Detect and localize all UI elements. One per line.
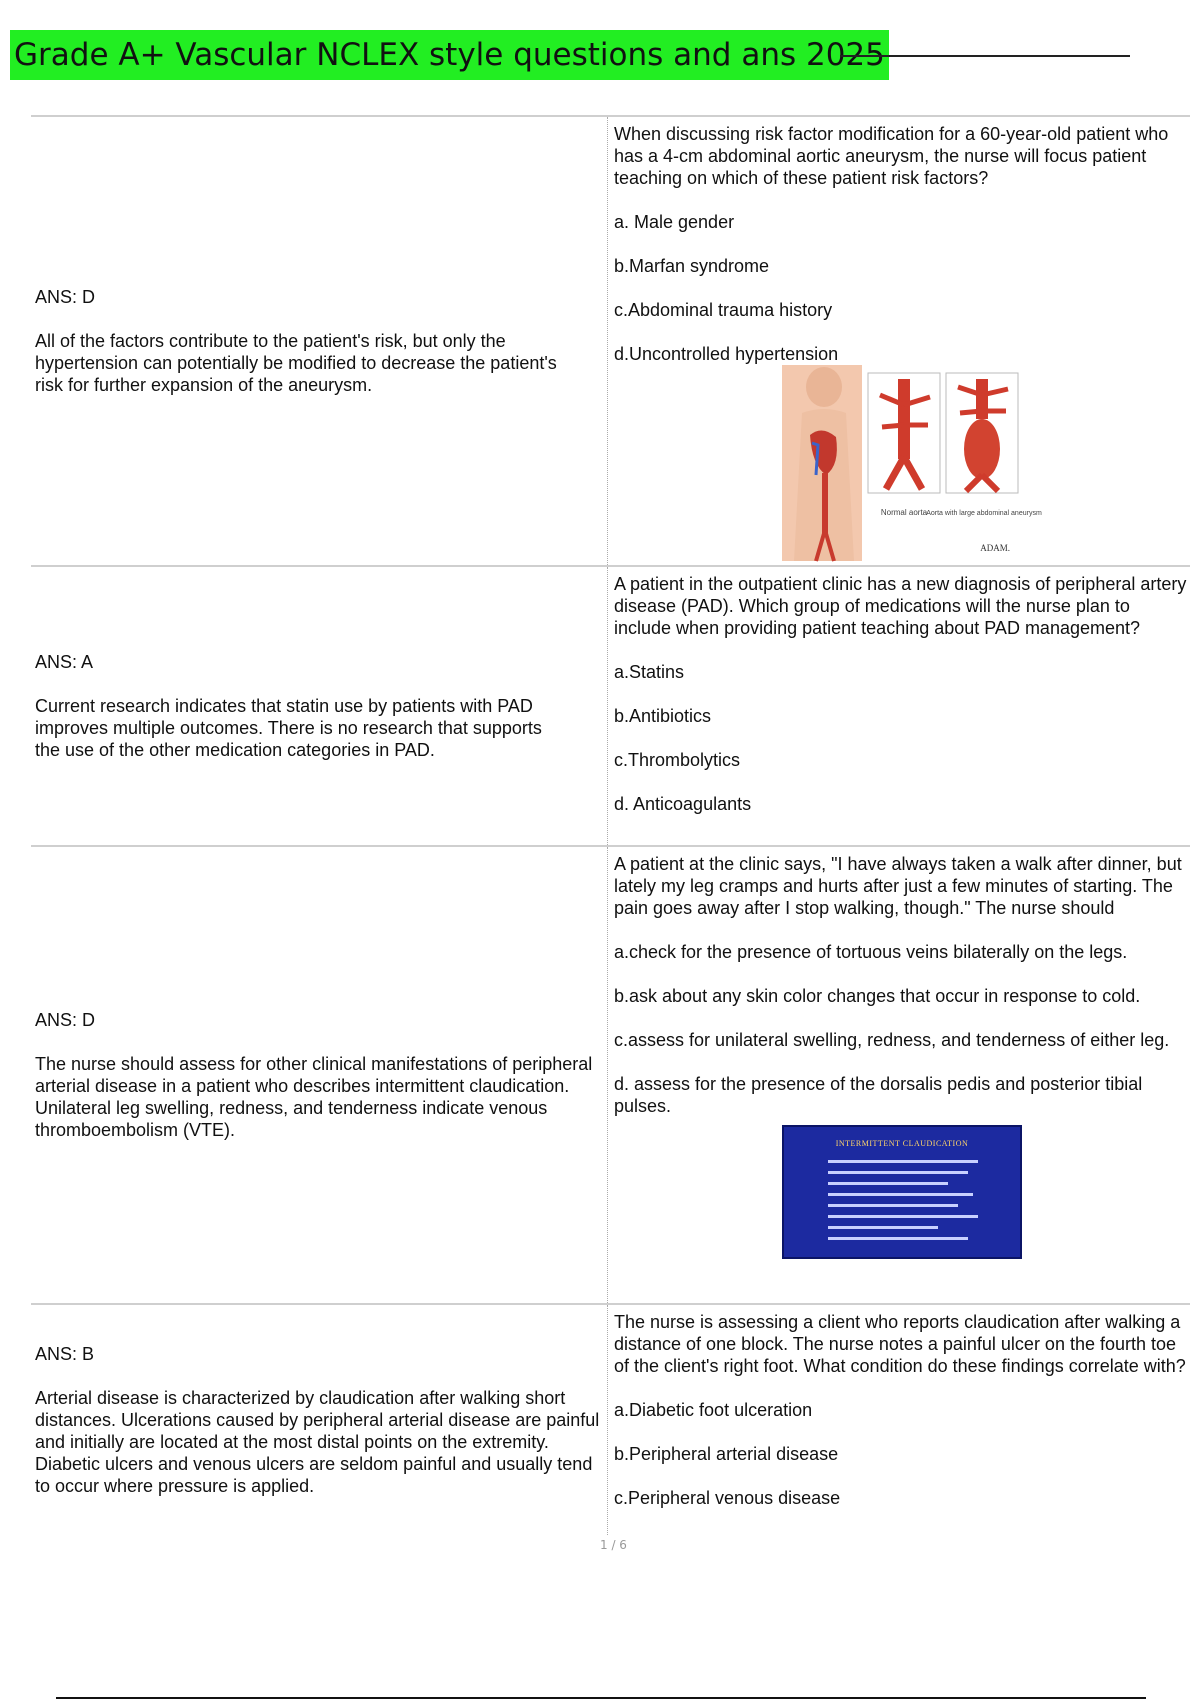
question-text: A patient at the clinic says, "I have always taken a walk after dinner, but lately my leg cramps and hurts after just a few minutes of starting. The pain goes away after I stop walking, though." The nurse should: [614, 854, 1182, 918]
option: b.Marfan syndrome: [614, 256, 770, 276]
page-header: [10, 30, 1130, 80]
answer-explanation: Current research indicates that statin use by patients with PAD improves multiple outcomes. There is no research that supports the use of the other medication categories in PAD.: [35, 695, 542, 760]
answer-label: ANS: B: [35, 1343, 95, 1364]
title-rule: [840, 55, 1130, 57]
option: d.Uncontrolled hypertension: [614, 344, 839, 364]
question-text: When discussing risk factor modification for a 60-year-old patient who has a 4-cm abdominal aortic aneurysm, the nurse will focus patient teaching on which of these patient risk factors?: [614, 124, 1169, 188]
slide-title: INTERMITTENT CLAUDICATION: [835, 1139, 969, 1148]
bottom-rule: [56, 1697, 1146, 1699]
option: b.ask about any skin color changes that occur in response to cold.: [614, 986, 1141, 1006]
question-text: A patient in the outpatient clinic has a new diagnosis of peripheral artery disease (PAD). Which group of medications will the nurse plan to include when providing patient teaching about PAD management?: [614, 574, 1187, 638]
option: d. assess for the presence of the dorsalis pedis and posterior tibial pulses.: [614, 1074, 1143, 1116]
qa-row: [31, 565, 1190, 845]
figure-credit: ADAM.: [980, 543, 1010, 553]
question-cell: [607, 847, 1190, 1303]
document-title: Grade A+ Vascular NCLEX style questions and ans 2025: [10, 30, 889, 80]
aorta-illustration: [782, 365, 1042, 561]
option: c.Peripheral venous disease: [614, 1488, 841, 1508]
option: a. Male gender: [614, 212, 735, 232]
answer-cell: [31, 117, 607, 565]
answer-explanation: All of the factors contribute to the patient's risk, but only the hypertension can potentially be modified to decrease the patient's risk for further expansion of the aneurysm.: [35, 330, 557, 395]
qa-row: [31, 115, 1190, 565]
figure-label-aneurysm: Aorta with large abdominal aneurysm: [926, 510, 1042, 517]
option: b.Peripheral arterial disease: [614, 1444, 839, 1464]
slide-image: [782, 1125, 1022, 1259]
option: c.Abdominal trauma history: [614, 300, 833, 320]
option: a.Statins: [614, 662, 685, 682]
answer-label: ANS: D: [35, 1009, 96, 1030]
answer-label: ANS: A: [35, 651, 94, 672]
question-text: The nurse is assessing a client who reports claudication after walking a distance of one block. The nurse notes a painful ulcer on the fourth toe of the client's right foot. What condition do these findings correlate with?: [614, 1312, 1186, 1376]
page-number: 1 / 6: [600, 1538, 627, 1552]
answer-explanation: Arterial disease is characterized by claudication after walking short distances. Ulcerations caused by peripheral arterial disease are painful and initially are located at the most distal points on the extremity. Diabetic ulcers and venous ulcers are seldom painful and usually tend to occur where pressure is applied.: [35, 1387, 600, 1496]
answer-cell: [31, 847, 607, 1303]
option: c.assess for unilateral swelling, redness, and tenderness of either leg.: [614, 1030, 1170, 1050]
aorta-figure: [614, 365, 1190, 561]
answer-explanation: The nurse should assess for other clinical manifestations of peripheral arterial disease in a patient who describes intermittent claudication. Unilateral leg swelling, redness, and tenderness indicate venous thromboembolism (VTE).: [35, 1053, 593, 1140]
question-cell: [607, 117, 1190, 565]
option: a.check for the presence of tortuous veins bilaterally on the legs.: [614, 942, 1128, 962]
question-cell: [607, 1305, 1190, 1535]
figure-label-normal: Normal aorta: [880, 508, 928, 517]
answer-label: ANS: D: [35, 286, 96, 307]
qa-table: [31, 115, 1190, 1535]
option: a.Diabetic foot ulceration: [614, 1400, 813, 1420]
qa-row: [31, 1303, 1190, 1535]
question-cell: [607, 567, 1190, 845]
answer-cell: [31, 1305, 607, 1535]
answer-cell: [31, 567, 607, 845]
claudication-slide: [614, 1125, 1190, 1259]
option: b.Antibiotics: [614, 706, 712, 726]
option: d. Anticoagulants: [614, 794, 752, 814]
qa-row: [31, 845, 1190, 1303]
option: c.Thrombolytics: [614, 750, 741, 770]
